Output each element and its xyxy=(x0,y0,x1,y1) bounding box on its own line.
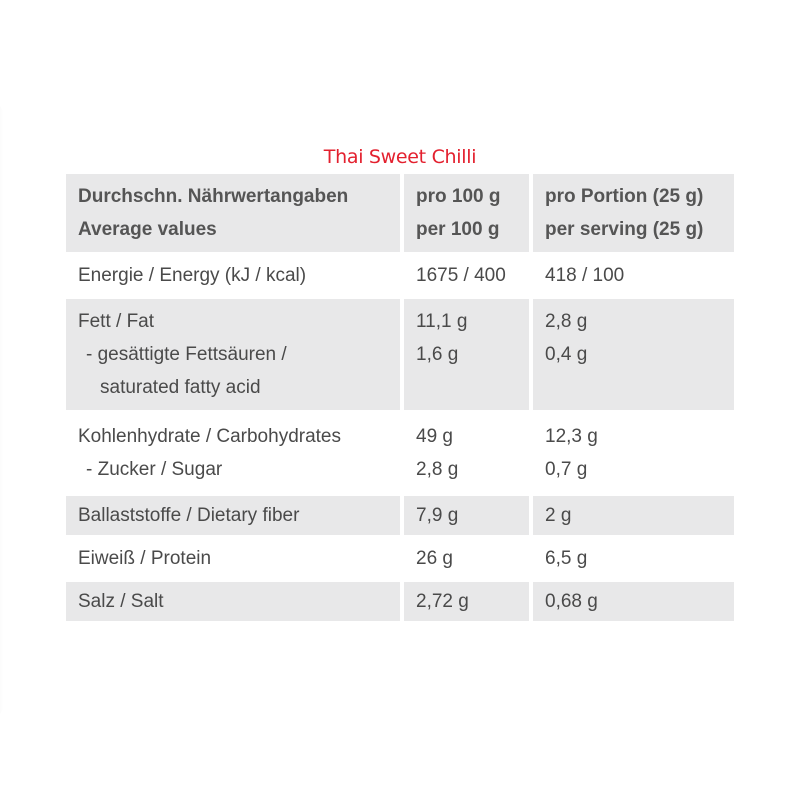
saturated-fat-label: - gesättigte Fettsäuren / xyxy=(86,344,287,365)
header-average-values xyxy=(66,174,400,252)
nutrition-table xyxy=(66,174,734,621)
table-row-fat xyxy=(66,299,734,410)
row-label xyxy=(66,414,400,492)
fiber-label: Ballaststoffe / Dietary fiber xyxy=(78,505,300,526)
header-label-en: Average values xyxy=(78,219,217,240)
energy-label: Energie / Energy (kJ / kcal) xyxy=(78,265,307,286)
protein-per-serving: 6,5 g xyxy=(545,548,588,569)
header-serving-en: per serving (25 g) xyxy=(545,219,704,240)
row-label xyxy=(66,299,400,410)
fiber-per-serving: 2 g xyxy=(545,505,572,526)
row-label xyxy=(66,256,400,295)
carbohydrates-per100: 49 g xyxy=(416,426,453,447)
saturated-fat-per100: 1,6 g xyxy=(416,344,459,365)
table-row-fiber xyxy=(66,496,734,535)
table-header-row xyxy=(66,174,734,252)
row-per-serving xyxy=(533,256,734,295)
row-per100 xyxy=(404,414,529,492)
row-per-serving xyxy=(533,299,734,410)
fat-label: Fett / Fat xyxy=(78,311,155,332)
energy-per-serving: 418 / 100 xyxy=(545,265,625,286)
row-per100 xyxy=(404,582,529,621)
row-per-serving xyxy=(533,414,734,492)
header-per100-en: per 100 g xyxy=(416,219,500,240)
row-per-serving xyxy=(533,496,734,535)
fat-per100: 11,1 g xyxy=(416,311,468,332)
carbohydrates-per-serving: 12,3 g xyxy=(545,426,598,447)
row-label xyxy=(66,582,400,621)
row-label xyxy=(66,496,400,535)
background-shadow xyxy=(0,100,4,720)
table-row-protein xyxy=(66,539,734,578)
sugar-per-serving: 0,7 g xyxy=(545,459,588,480)
salt-label: Salz / Salt xyxy=(78,591,164,612)
row-per100 xyxy=(404,496,529,535)
header-per100-de: pro 100 g xyxy=(416,186,501,207)
header-per-100g xyxy=(404,174,529,252)
energy-per100: 1675 / 400 xyxy=(416,265,506,286)
header-serving-de: pro Portion (25 g) xyxy=(545,186,704,207)
header-label-de: Durchschn. Nährwertangaben xyxy=(78,186,349,207)
protein-per100: 26 g xyxy=(416,548,453,569)
sugar-label: - Zucker / Sugar xyxy=(86,459,223,480)
product-title: Thai Sweet Chilli xyxy=(323,146,477,168)
row-per100 xyxy=(404,256,529,295)
fiber-per100: 7,9 g xyxy=(416,505,459,526)
table-row-energy xyxy=(66,256,734,295)
row-per100 xyxy=(404,539,529,578)
table-row-carbohydrates xyxy=(66,414,734,492)
row-per-serving xyxy=(533,582,734,621)
header-per-serving xyxy=(533,174,734,252)
table-row-salt xyxy=(66,582,734,621)
carbohydrates-label: Kohlenhydrate / Carbohydrates xyxy=(78,426,341,447)
saturated-fat-label-en: saturated fatty acid xyxy=(100,377,261,398)
row-label xyxy=(66,539,400,578)
salt-per-serving: 0,68 g xyxy=(545,591,598,612)
protein-label: Eiweiß / Protein xyxy=(78,548,212,569)
row-per100 xyxy=(404,299,529,410)
saturated-fat-per-serving: 0,4 g xyxy=(545,344,588,365)
salt-per100: 2,72 g xyxy=(416,591,469,612)
fat-per-serving: 2,8 g xyxy=(545,311,588,332)
sugar-per100: 2,8 g xyxy=(416,459,459,480)
row-per-serving xyxy=(533,539,734,578)
